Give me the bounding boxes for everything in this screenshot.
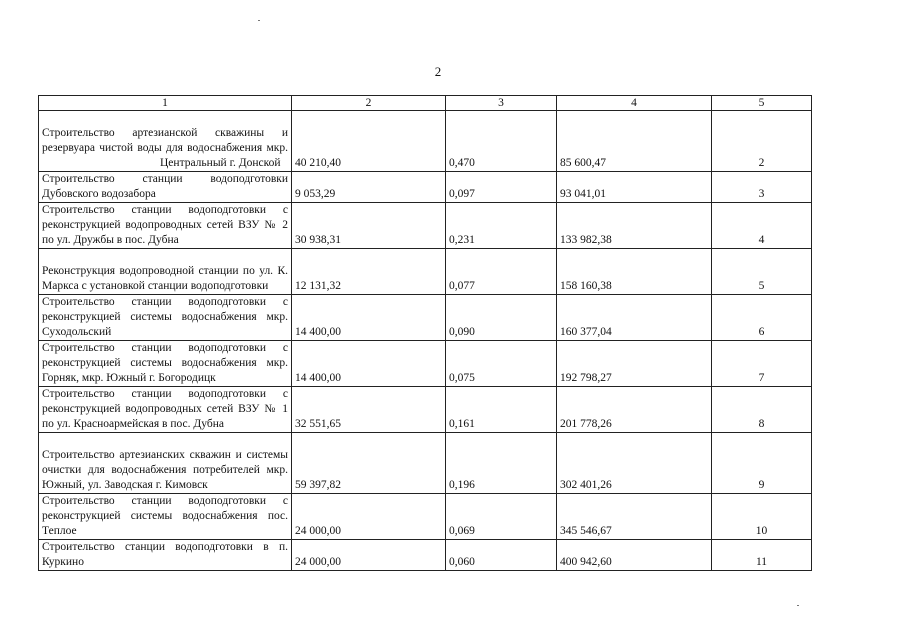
row-col4: 192 798,27: [557, 341, 712, 387]
row-name: Строительство артезианской скважины и резервуара чистой воды для водоснабжения мкр.Центральный г. Донской: [39, 111, 292, 172]
row-col3: 0,069: [446, 494, 557, 540]
row-col5: 2: [712, 111, 812, 172]
row-col3: 0,231: [446, 203, 557, 249]
table-row: [39, 172, 812, 203]
row-col5: 7: [712, 341, 812, 387]
table-row: [39, 295, 812, 341]
row-col2: 59 397,82: [292, 433, 446, 494]
table-row: [39, 341, 812, 387]
column-header-5: 5: [712, 96, 812, 111]
row-col4: 93 041,01: [557, 172, 712, 203]
row-col3: 0,470: [446, 111, 557, 172]
row-col5: 11: [712, 540, 812, 571]
row-name: Строительство станции водоподготовки в п. Куркино: [39, 540, 292, 571]
row-col3: 0,075: [446, 341, 557, 387]
row-col2: 14 400,00: [292, 341, 446, 387]
row-col2: 9 053,29: [292, 172, 446, 203]
data-table: [38, 95, 812, 571]
row-col3: 0,161: [446, 387, 557, 433]
row-col4: 85 600,47: [557, 111, 712, 172]
table-header-row: [39, 96, 812, 111]
table-row: [39, 494, 812, 540]
page-number: 2: [434, 64, 442, 79]
table-row: [39, 540, 812, 571]
row-col5: 8: [712, 387, 812, 433]
row-col2: 12 131,32: [292, 249, 446, 295]
row-col2: 32 551,65: [292, 387, 446, 433]
row-col4: 302 401,26: [557, 433, 712, 494]
row-col5: 6: [712, 295, 812, 341]
column-header-1: 1: [39, 96, 292, 111]
row-name: Строительство станции водоподготовки с реконструкцией системы водоснабжения пос. Теплое: [39, 494, 292, 540]
row-name: Строительство станции водоподготовки с реконструкцией системы водоснабжения мкр. Горняк, мкр. Южный г. Богородицк: [39, 341, 292, 387]
row-name: Строительство станции водоподготовки Дубовского водозабора: [39, 172, 292, 203]
row-col4: 345 546,67: [557, 494, 712, 540]
row-col4: 158 160,38: [557, 249, 712, 295]
row-name: Строительство станции водоподготовки с реконструкцией водопроводных сетей ВЗУ № 1 по ул. Красноармейская в пос. Дубна: [39, 387, 292, 433]
column-header-4: 4: [557, 96, 712, 111]
scan-speck: [258, 20, 260, 21]
row-col4: 201 778,26: [557, 387, 712, 433]
row-col2: 24 000,00: [292, 494, 446, 540]
row-col5: 9: [712, 433, 812, 494]
table-row: [39, 203, 812, 249]
row-col3: 0,077: [446, 249, 557, 295]
row-name: Строительство артезианских скважин и системы очистки для водоснабжения потребителей мкр. Южный, ул. Заводская г. Кимовск: [39, 433, 292, 494]
table-row: [39, 387, 812, 433]
row-col4: 400 942,60: [557, 540, 712, 571]
row-name: Строительство станции водоподготовки с реконструкцией водопроводных сетей ВЗУ № 2 по ул. Дружбы в пос. Дубна: [39, 203, 292, 249]
row-name: Реконструкция водопроводной станции по ул. К. Маркса с установкой станции водоподготовки: [39, 249, 292, 295]
column-header-2: 2: [292, 96, 446, 111]
table-row: [39, 433, 812, 494]
row-col3: 0,060: [446, 540, 557, 571]
row-col3: 0,090: [446, 295, 557, 341]
row-col4: 160 377,04: [557, 295, 712, 341]
row-col5: 4: [712, 203, 812, 249]
row-col2: 40 210,40: [292, 111, 446, 172]
row-col3: 0,196: [446, 433, 557, 494]
scan-speck: [797, 605, 799, 606]
row-col2: 14 400,00: [292, 295, 446, 341]
row-col2: 30 938,31: [292, 203, 446, 249]
row-col2: 24 000,00: [292, 540, 446, 571]
row-name: Строительство станции водоподготовки с реконструкцией системы водоснабжения мкр. Суходольский: [39, 295, 292, 341]
row-col5: 3: [712, 172, 812, 203]
row-col5: 5: [712, 249, 812, 295]
row-col5: 10: [712, 494, 812, 540]
column-header-3: 3: [446, 96, 557, 111]
table-row: [39, 249, 812, 295]
row-col3: 0,097: [446, 172, 557, 203]
table-row: [39, 111, 812, 172]
row-col4: 133 982,38: [557, 203, 712, 249]
